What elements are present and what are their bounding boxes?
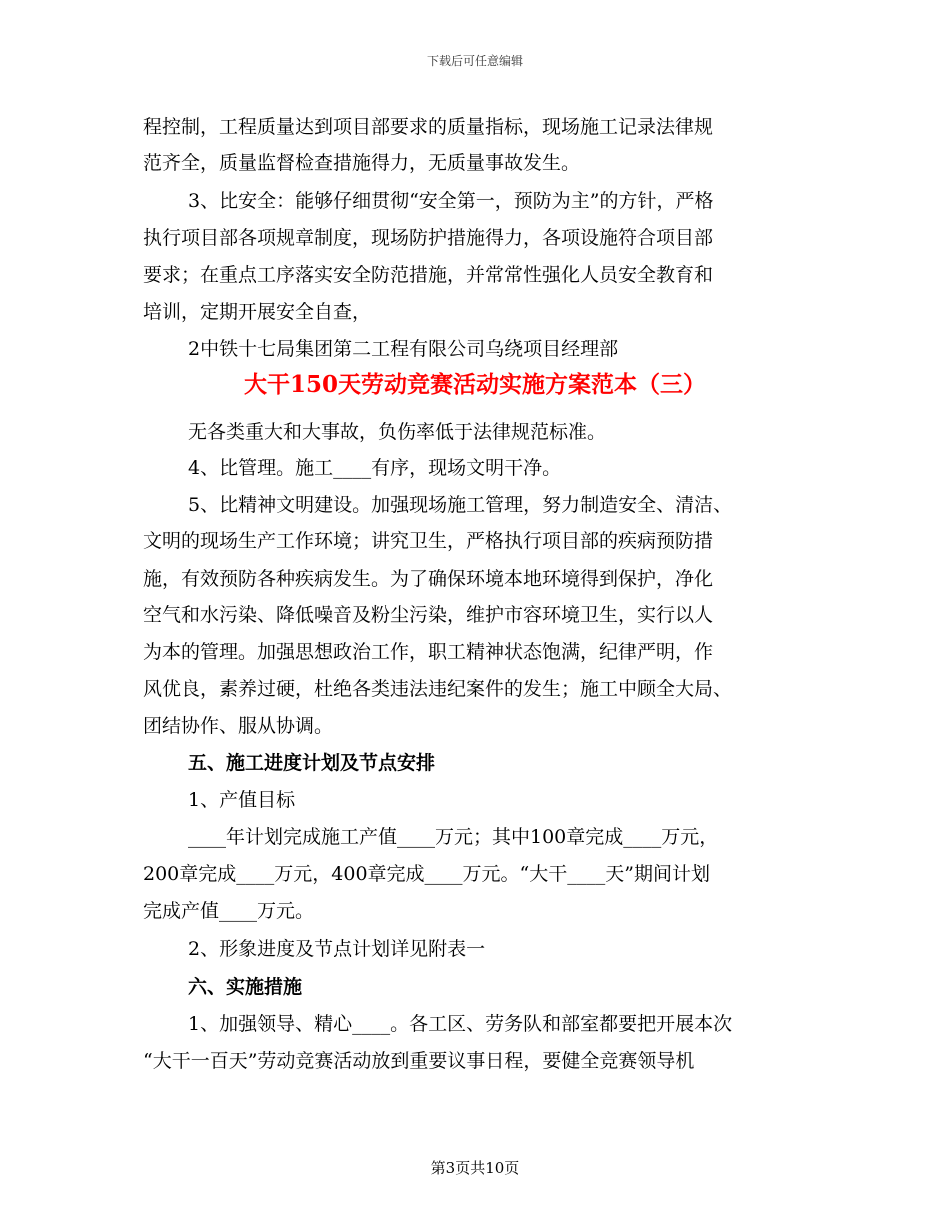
- body-line: 施，有效预防各种疾病发生。为了确保环境本地环境得到保护，净化: [143, 568, 714, 590]
- page-footer: 第3页共10页: [430, 1159, 520, 1177]
- document-title: 大干150天劳动竞赛活动实施方案范本（三）: [243, 371, 706, 398]
- body-line: 要求；在重点工序落实安全防范措施，并常常性强化人员安全教育和: [143, 264, 714, 286]
- body-line: 文明的现场生产工作环境；讲究卫生，严格执行项目部的疾病预防措: [143, 530, 714, 552]
- body-line: 无各类重大和大事故，负伤率低于法律规范标准。: [188, 421, 607, 443]
- body-line: 2、形象进度及节点计划详见附表一: [188, 938, 486, 960]
- body-line: 5、比精神文明建设。加强现场施工管理，努力制造安全、清洁、: [188, 494, 733, 516]
- body-line: 4、比管理。施工____有序，现场文明干净。: [188, 457, 562, 479]
- body-line: 2中铁十七局集团第二工程有限公司乌绕项目经理部: [188, 338, 619, 360]
- body-line: ____年计划完成施工产值____万元；其中100章完成____万元，: [188, 826, 719, 848]
- section-heading: 五、施工进度计划及节点安排: [188, 752, 436, 774]
- body-line: 200章完成____万元，400章完成____万元。“大干____天”期间计划: [143, 863, 710, 885]
- body-line: 培训，定期开展安全自查，: [143, 301, 372, 323]
- body-line: 空气和水污染、降低噪音及粉尘污染，维护市容环境卫生，实行以人: [143, 604, 714, 626]
- page-header: 下载后可任意编辑: [426, 54, 523, 68]
- body-line: 程控制，工程质量达到项目部要求的质量指标，现场施工记录法律规: [143, 116, 714, 138]
- body-line: 执行项目部各项规章制度，现场防护措施得力，各项设施符合项目部: [143, 227, 714, 249]
- body-line: 3、比安全：能够仔细贯彻“安全第一，预防为主”的方针，严格: [188, 190, 714, 212]
- body-line: 1、产值目标: [188, 789, 296, 811]
- body-line: 1、加强领导、精心____。各工区、劳务队和部室都要把开展本次: [188, 1013, 733, 1035]
- body-line: “大干一百天”劳动竞赛活动放到重要议事日程，要健全竞赛领导机: [143, 1050, 695, 1072]
- body-line: 为本的管理。加强思想政治工作，职工精神状态饱满，纪律严明，作: [143, 641, 714, 663]
- body-line: 风优良，素养过硬，杜绝各类违法违纪案件的发生；施工中顾全大局、: [143, 678, 733, 700]
- body-line: 范齐全，质量监督检查措施得力，无质量事故发生。: [143, 152, 581, 174]
- body-line: 完成产值____万元。: [143, 900, 315, 922]
- section-heading: 六、实施措施: [188, 976, 303, 998]
- body-line: 团结协作、服从协调。: [143, 715, 334, 737]
